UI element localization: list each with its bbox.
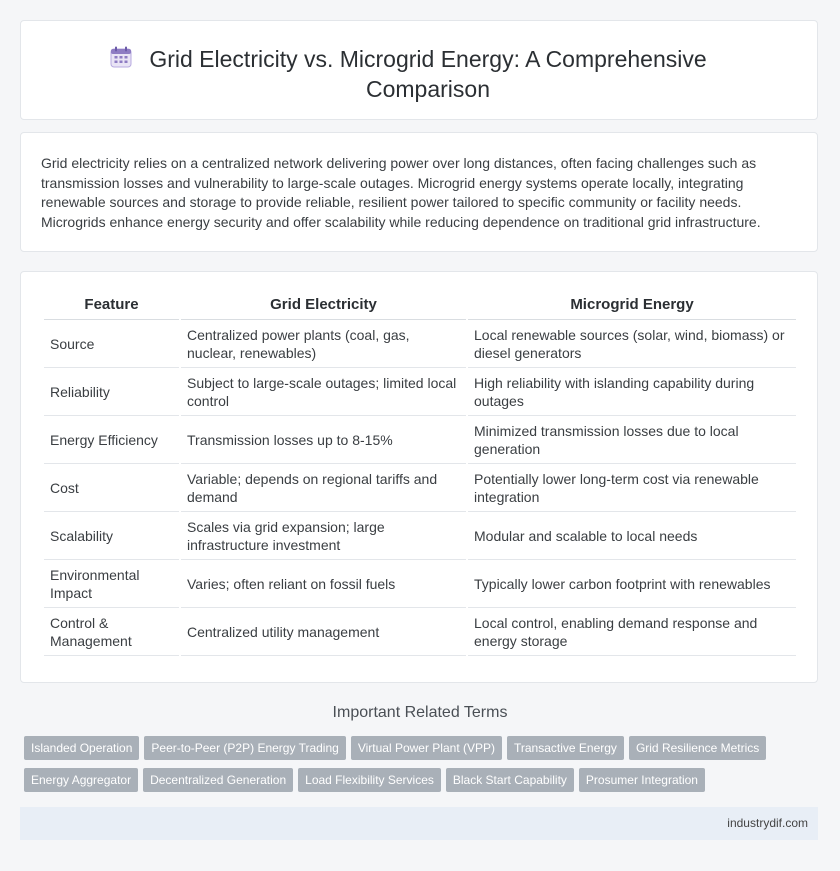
cell-feature: Scalability xyxy=(44,512,179,560)
related-term-tag[interactable]: Black Start Capability xyxy=(446,768,574,792)
table-row xyxy=(44,464,796,512)
cell-feature: Cost xyxy=(44,464,179,512)
comparison-table xyxy=(42,289,798,656)
related-term-tag[interactable]: Transactive Energy xyxy=(507,736,624,760)
cell-microgrid: Local control, enabling demand response and energy storage xyxy=(468,608,796,656)
comparison-card xyxy=(20,271,818,683)
cell-grid: Transmission losses up to 8-15% xyxy=(181,416,466,464)
cell-grid: Subject to large-scale outages; limited local control xyxy=(181,368,466,416)
header-grid: Grid Electricity xyxy=(181,289,466,320)
cell-feature: Reliability xyxy=(44,368,179,416)
footer xyxy=(20,807,818,840)
cell-grid: Centralized utility management xyxy=(181,608,466,656)
footer-site-link[interactable]: industrydif.com xyxy=(727,816,808,830)
cell-grid: Variable; depends on regional tariffs and demand xyxy=(181,464,466,512)
cell-feature: Energy Efficiency xyxy=(44,416,179,464)
table-row xyxy=(44,416,796,464)
table-row xyxy=(44,608,796,656)
cell-microgrid: High reliability with islanding capability during outages xyxy=(468,368,796,416)
cell-microgrid: Minimized transmission losses due to local generation xyxy=(468,416,796,464)
related-term-tag[interactable]: Prosumer Integration xyxy=(579,768,705,792)
header-microgrid: Microgrid Energy xyxy=(468,289,796,320)
intro-text: Grid electricity relies on a centralized network delivering power over long distances, often facing challenges such as transmission losses and vulnerability to large-scale outages. Microgrid energy systems operate locally, integrating renewable sources and storage to provide reliable, resilient power tailored to specific community or facility needs. Microgrids enhance energy security and offer scalability while reducing dependence on traditional grid infrastructure. xyxy=(41,155,761,230)
cell-grid: Scales via grid expansion; large infrastructure investment xyxy=(181,512,466,560)
table-header-row xyxy=(44,289,796,320)
cell-microgrid: Typically lower carbon footprint with renewables xyxy=(468,560,796,608)
related-term-tag[interactable]: Load Flexibility Services xyxy=(298,768,441,792)
intro-card xyxy=(20,132,818,252)
header-card xyxy=(20,20,818,120)
table-row xyxy=(44,512,796,560)
related-term-tag[interactable]: Islanded Operation xyxy=(24,736,139,760)
cell-microgrid: Modular and scalable to local needs xyxy=(468,512,796,560)
page-title: Grid Electricity vs. Microgrid Energy: A Comprehensive Comparison xyxy=(149,46,707,102)
cell-microgrid: Local renewable sources (solar, wind, biomass) or diesel generators xyxy=(468,320,796,368)
header-feature: Feature xyxy=(44,289,179,320)
cell-feature: Environmental Impact xyxy=(44,560,179,608)
table-row xyxy=(44,560,796,608)
table-row xyxy=(44,320,796,368)
cell-microgrid: Potentially lower long-term cost via renewable integration xyxy=(468,464,796,512)
related-term-tag[interactable]: Decentralized Generation xyxy=(143,768,293,792)
related-terms-list xyxy=(24,736,824,800)
related-terms-title: Important Related Terms xyxy=(332,704,508,721)
related-term-tag[interactable]: Virtual Power Plant (VPP) xyxy=(351,736,502,760)
related-term-tag[interactable]: Peer-to-Peer (P2P) Energy Trading xyxy=(144,736,345,760)
table-row xyxy=(44,368,796,416)
related-term-tag[interactable]: Energy Aggregator xyxy=(24,768,138,792)
cell-grid: Centralized power plants (coal, gas, nuclear, renewables) xyxy=(181,320,466,368)
cell-grid: Varies; often reliant on fossil fuels xyxy=(181,560,466,608)
cell-feature: Control & Management xyxy=(44,608,179,656)
cell-feature: Source xyxy=(44,320,179,368)
related-term-tag[interactable]: Grid Resilience Metrics xyxy=(629,736,766,760)
